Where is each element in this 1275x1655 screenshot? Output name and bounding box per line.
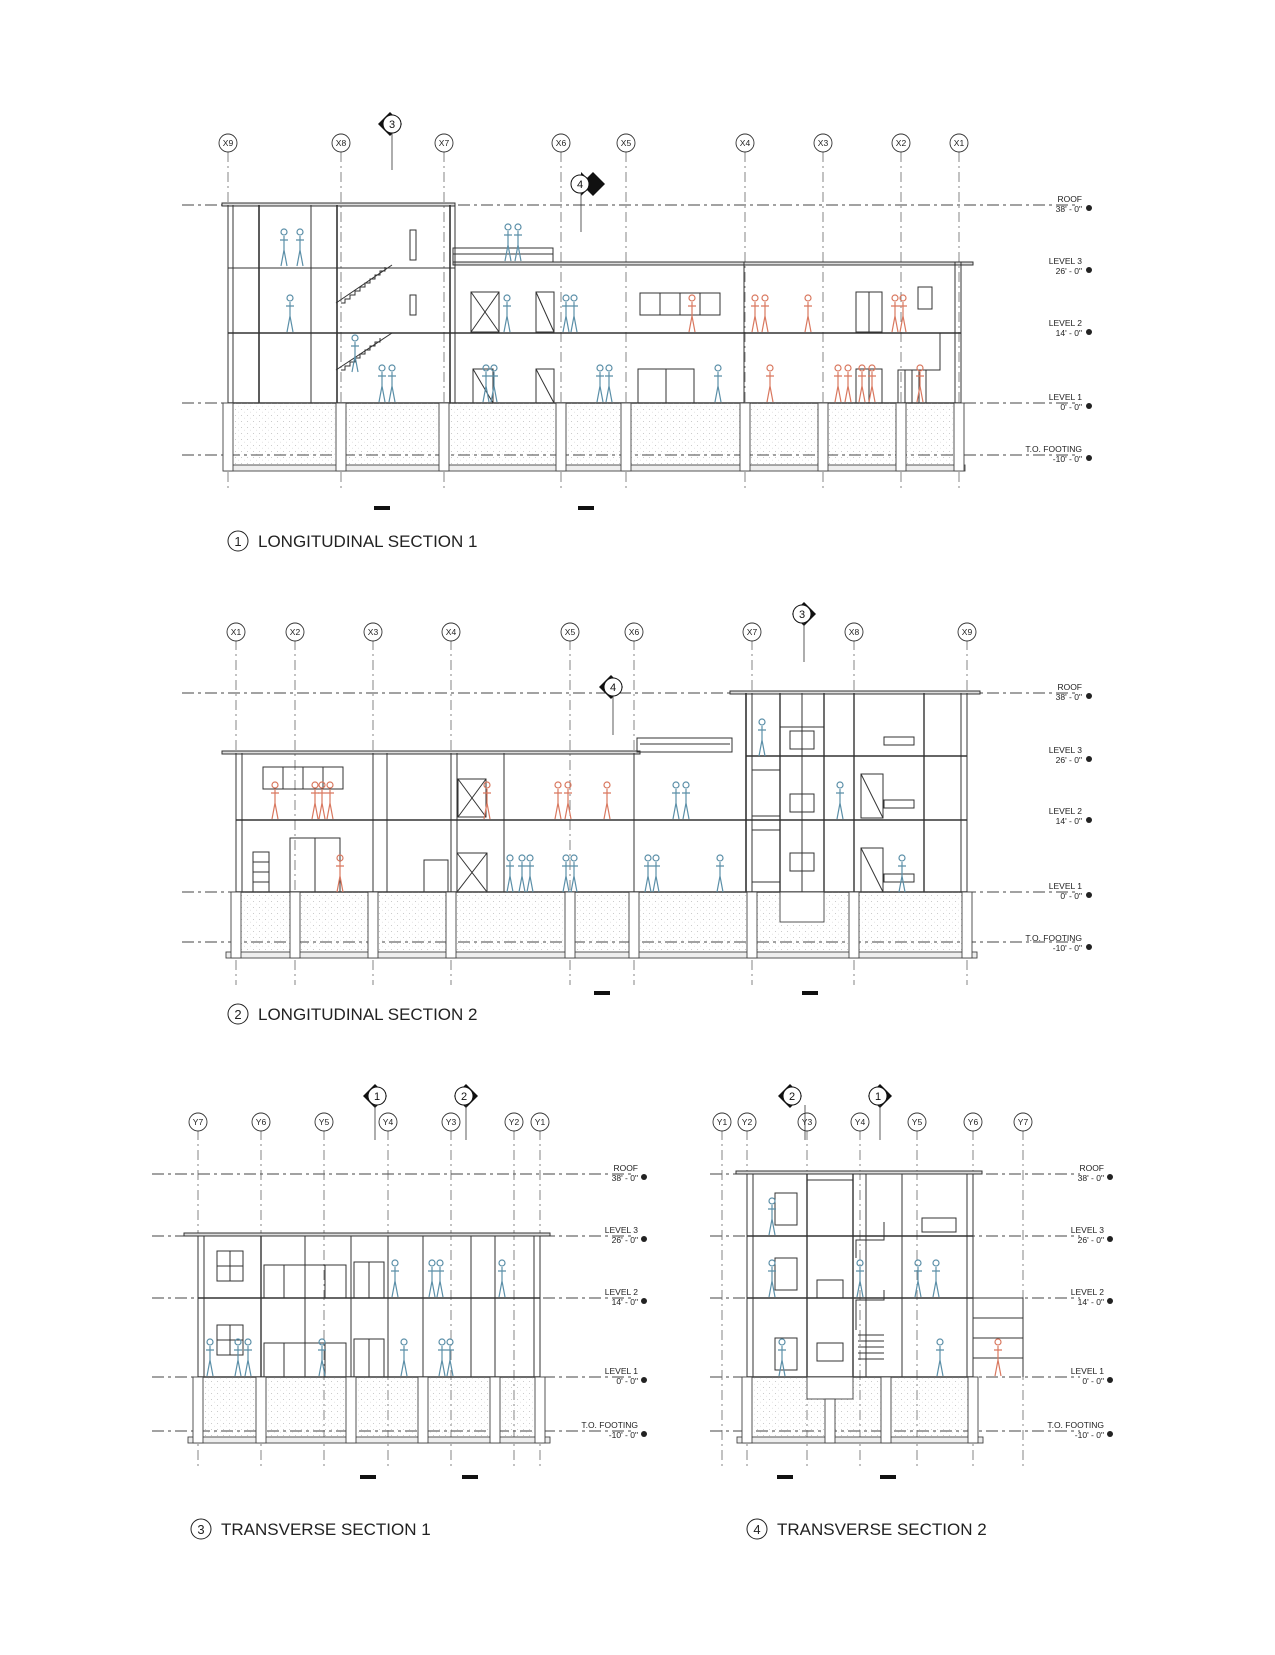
level-name: T.O. FOOTING bbox=[1025, 444, 1082, 454]
section-marker-label: 3 bbox=[388, 119, 396, 131]
grid-label: Y5 bbox=[911, 1117, 923, 1127]
section-marker bbox=[599, 675, 623, 735]
level-name: T.O. FOOTING bbox=[581, 1420, 638, 1430]
grid-label: Y5 bbox=[318, 1117, 330, 1127]
level-elev: 26' - 0" bbox=[1055, 755, 1082, 765]
grid-label: X8 bbox=[335, 138, 347, 148]
section-4-title bbox=[747, 1519, 987, 1539]
section-marker-label: 2 bbox=[460, 1091, 468, 1103]
grid-label: X6 bbox=[628, 627, 640, 637]
level-name: LEVEL 3 bbox=[1070, 1225, 1104, 1235]
grid-label: Y1 bbox=[534, 1117, 546, 1127]
level-elev: 38' - 0" bbox=[1055, 692, 1082, 702]
grid-label: Y7 bbox=[1017, 1117, 1029, 1127]
level-elev: 0' - 0" bbox=[1060, 891, 1082, 901]
grid-label: X6 bbox=[555, 138, 567, 148]
section-title: LONGITUDINAL SECTION 1 bbox=[258, 532, 478, 551]
grid-label: Y6 bbox=[967, 1117, 979, 1127]
level-elev: 0' - 0" bbox=[1060, 402, 1082, 412]
level-elev: 26' - 0" bbox=[1077, 1235, 1104, 1245]
level-name: LEVEL 2 bbox=[1048, 806, 1082, 816]
grid-label: X1 bbox=[953, 138, 965, 148]
grid-label: X9 bbox=[222, 138, 234, 148]
section-1-level-labels bbox=[1025, 194, 1082, 464]
grid-label: X2 bbox=[289, 627, 301, 637]
grid-label: X5 bbox=[564, 627, 576, 637]
grid-label: X4 bbox=[739, 138, 751, 148]
grid-label: Y7 bbox=[192, 1117, 204, 1127]
level-elev: -10' - 0" bbox=[1074, 1430, 1104, 1440]
transverse-section-2 bbox=[710, 1084, 1113, 1539]
level-name: LEVEL 3 bbox=[604, 1225, 638, 1235]
section-marker-label: 4 bbox=[609, 682, 617, 694]
level-name: LEVEL 2 bbox=[1070, 1287, 1104, 1297]
grid-label: Y2 bbox=[508, 1117, 520, 1127]
level-elev: 0' - 0" bbox=[616, 1376, 638, 1386]
section-marker-label: 2 bbox=[788, 1091, 796, 1103]
level-name: LEVEL 3 bbox=[1048, 256, 1082, 266]
section-number: 1 bbox=[234, 534, 242, 549]
section-1-building bbox=[222, 203, 973, 403]
level-elev: -10' - 0" bbox=[1052, 943, 1082, 953]
level-elev: 14' - 0" bbox=[1077, 1297, 1104, 1307]
section-title: LONGITUDINAL SECTION 2 bbox=[258, 1005, 478, 1024]
section-marker bbox=[454, 1084, 478, 1140]
section-marker bbox=[792, 602, 816, 662]
level-elev: -10' - 0" bbox=[1052, 454, 1082, 464]
grid-label: X3 bbox=[367, 627, 379, 637]
section-number: 2 bbox=[234, 1007, 242, 1022]
grid-label: Y4 bbox=[854, 1117, 866, 1127]
level-name: LEVEL 1 bbox=[1048, 392, 1082, 402]
grid-label: X1 bbox=[230, 627, 242, 637]
level-elev: 14' - 0" bbox=[1055, 816, 1082, 826]
section-marker-label: 1 bbox=[874, 1091, 882, 1103]
section-marker bbox=[363, 1084, 387, 1140]
section-marker bbox=[378, 112, 402, 170]
level-name: ROOF bbox=[1057, 194, 1082, 204]
grid-label: X9 bbox=[961, 627, 973, 637]
section-marker-label: 1 bbox=[373, 1091, 381, 1103]
level-elev: 0' - 0" bbox=[1082, 1376, 1104, 1386]
level-elev: 38' - 0" bbox=[1055, 204, 1082, 214]
level-name: ROOF bbox=[1079, 1163, 1104, 1173]
grid-label: X7 bbox=[438, 138, 450, 148]
level-elev: 26' - 0" bbox=[611, 1235, 638, 1245]
grid-label: Y3 bbox=[801, 1117, 813, 1127]
longitudinal-section-2 bbox=[182, 602, 1092, 1024]
grid-label: Y4 bbox=[382, 1117, 394, 1127]
grid-label: X5 bbox=[620, 138, 632, 148]
longitudinal-section-1 bbox=[182, 112, 1092, 551]
section-number: 3 bbox=[197, 1522, 205, 1537]
grid-label: X4 bbox=[445, 627, 457, 637]
level-elev: 26' - 0" bbox=[1055, 266, 1082, 276]
section-3-title bbox=[191, 1519, 431, 1539]
level-name: ROOF bbox=[1057, 682, 1082, 692]
level-name: LEVEL 1 bbox=[604, 1366, 638, 1376]
level-elev: 38' - 0" bbox=[611, 1173, 638, 1183]
section-title: TRANSVERSE SECTION 1 bbox=[221, 1520, 431, 1539]
level-name: LEVEL 2 bbox=[604, 1287, 638, 1297]
grid-label: Y1 bbox=[716, 1117, 728, 1127]
transverse-section-1 bbox=[152, 1084, 647, 1539]
section-marker bbox=[868, 1084, 892, 1140]
section-1-level-targets bbox=[1086, 205, 1092, 461]
people-figures bbox=[280, 224, 924, 402]
grid-label: X2 bbox=[895, 138, 907, 148]
section-1-foundation bbox=[223, 403, 965, 471]
section-marker-label: 4 bbox=[576, 179, 584, 191]
grid-label: X8 bbox=[848, 627, 860, 637]
section-marker-label: 3 bbox=[798, 609, 806, 621]
level-elev: 14' - 0" bbox=[611, 1297, 638, 1307]
level-name: ROOF bbox=[613, 1163, 638, 1173]
grid-label: Y6 bbox=[255, 1117, 267, 1127]
level-name: LEVEL 2 bbox=[1048, 318, 1082, 328]
section-marker bbox=[571, 172, 605, 232]
section-marker bbox=[778, 1084, 805, 1140]
level-name: LEVEL 3 bbox=[1048, 745, 1082, 755]
level-name: T.O. FOOTING bbox=[1047, 1420, 1104, 1430]
section-1-grid-bubbles bbox=[219, 134, 968, 152]
level-name: LEVEL 1 bbox=[1070, 1366, 1104, 1376]
level-elev: 38' - 0" bbox=[1077, 1173, 1104, 1183]
grid-label: Y2 bbox=[741, 1117, 753, 1127]
level-elev: -10' - 0" bbox=[608, 1430, 638, 1440]
grid-label: X3 bbox=[817, 138, 829, 148]
section-1-cut-marks bbox=[374, 506, 594, 510]
level-elev: 14' - 0" bbox=[1055, 328, 1082, 338]
level-name: LEVEL 1 bbox=[1048, 881, 1082, 891]
section-1-title bbox=[228, 531, 477, 551]
section-2-title bbox=[228, 1004, 477, 1024]
grid-label: X7 bbox=[746, 627, 758, 637]
section-title: TRANSVERSE SECTION 2 bbox=[777, 1520, 987, 1539]
level-name: T.O. FOOTING bbox=[1025, 933, 1082, 943]
section-number: 4 bbox=[753, 1522, 761, 1537]
grid-label: Y3 bbox=[445, 1117, 457, 1127]
